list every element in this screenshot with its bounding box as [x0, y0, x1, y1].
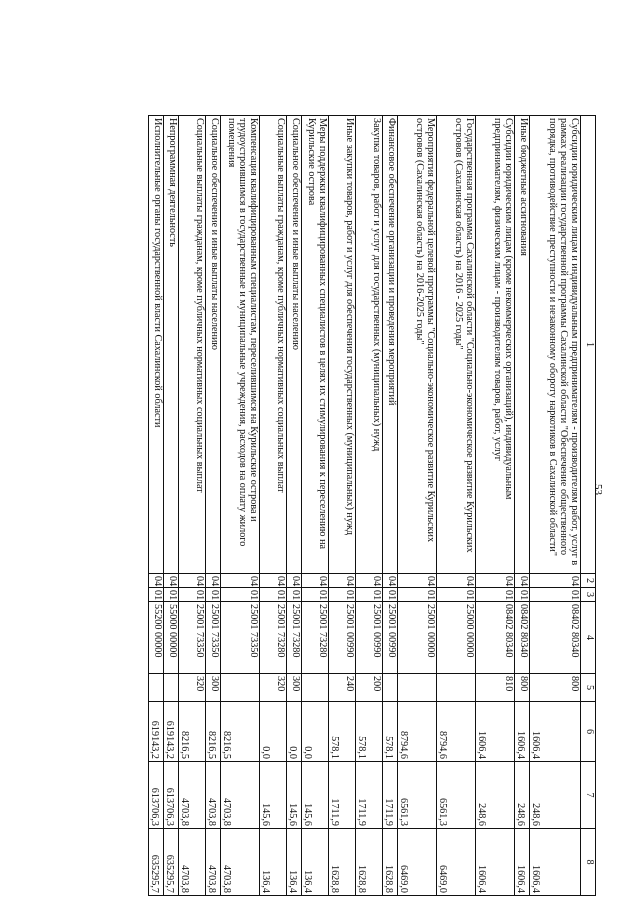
row-name: Меры поддержки квалифицированных специалистов в целях их стимулирования к переселению на Курильские острова	[302, 116, 329, 574]
row-name: Непрограммная деятельность	[164, 116, 179, 574]
row-expense-type: 300	[206, 674, 221, 702]
header-cell: 7	[581, 762, 596, 829]
row-section: 04	[356, 574, 383, 588]
row-subsection: 01	[164, 588, 179, 602]
row-expense-type	[302, 674, 329, 702]
row-expense-type	[221, 674, 260, 702]
table-row	[164, 116, 179, 896]
row-value-7: 4703,8	[206, 762, 221, 829]
row-value-8: 6469,0	[437, 829, 476, 896]
row-expense-type: 320	[179, 674, 206, 702]
row-value-8: 136,4	[287, 829, 302, 896]
row-name: Компенсация квалифицированным специалистам, переселившимся на Курильские острова и трудоустроившимся в государственные и муниципальные учреждения, расходов на оплату жилого помещения	[221, 116, 260, 574]
table-row	[329, 116, 356, 896]
row-subsection: 01	[260, 588, 287, 602]
row-subsection: 01	[329, 588, 356, 602]
row-name: Закупка товаров, работ и услуг для государственных (муниципальных) нужд	[356, 116, 383, 574]
row-target-code: 25000 00000	[437, 602, 476, 674]
row-section: 04	[287, 574, 302, 588]
table-row	[398, 116, 437, 896]
row-value-8: 1606,4	[515, 829, 530, 896]
row-expense-type: 240	[329, 674, 356, 702]
row-section: 04	[149, 574, 164, 588]
row-name: Социальные выплаты гражданам, кроме публичных нормативных социальных выплат	[260, 116, 287, 574]
budget-table	[148, 115, 596, 896]
row-target-code: 25001 00990	[383, 602, 398, 674]
row-value-8: 136,4	[302, 829, 329, 896]
row-name: Государственная программа Сахалинской области "Социально-экономическое развитие Курильских островов (Сахалинская область) на 2016 - 2025 годы"	[437, 116, 476, 574]
row-value-8: 1606,4	[530, 829, 581, 896]
row-name: Субсидии юридическим лицам (кроме некоммерческих организаций), индивидуальным предпринимателям, физическим лицам - производителям товаров, работ, услуг	[476, 116, 515, 574]
row-subsection: 01	[515, 588, 530, 602]
row-expense-type: 320	[260, 674, 287, 702]
row-value-7: 248,6	[530, 762, 581, 829]
row-value-8: 4703,8	[206, 829, 221, 896]
row-section: 04	[179, 574, 206, 588]
header-cell: 5	[581, 674, 596, 702]
row-value-7: 1711,9	[329, 762, 356, 829]
row-value-7: 145,6	[302, 762, 329, 829]
row-target-code: 25001 73350	[221, 602, 260, 674]
row-expense-type	[437, 674, 476, 702]
row-expense-type	[149, 674, 164, 702]
row-section: 04	[530, 574, 581, 588]
row-value-6: 578,1	[356, 702, 383, 762]
row-value-7: 145,6	[287, 762, 302, 829]
row-target-code: 08402 80340	[515, 602, 530, 674]
row-name: Иные закупки товаров, работ и услуг для обеспечения государственных (муниципальных) нужд	[329, 116, 356, 574]
table-row	[260, 116, 287, 896]
table-row	[476, 116, 515, 896]
row-section: 04	[164, 574, 179, 588]
row-value-6: 8216,5	[206, 702, 221, 762]
row-value-6: 619143,2	[149, 702, 164, 762]
row-value-7: 613706,3	[149, 762, 164, 829]
table-row	[515, 116, 530, 896]
row-section: 04	[398, 574, 437, 588]
row-name: Социальное обеспечение и иные выплаты населению	[287, 116, 302, 574]
row-value-7: 6561,3	[437, 762, 476, 829]
row-target-code: 25001 73280	[302, 602, 329, 674]
table-row	[179, 116, 206, 896]
row-target-code: 25001 73280	[260, 602, 287, 674]
rotated-table-container	[58, 115, 596, 895]
row-value-8: 136,4	[260, 829, 287, 896]
table-row	[149, 116, 164, 896]
row-name: Социальные выплаты гражданам, кроме публичных нормативных социальных выплат	[179, 116, 206, 574]
table-row	[287, 116, 302, 896]
table-row	[206, 116, 221, 896]
row-target-code: 25001 73350	[206, 602, 221, 674]
row-name: Финансовое обеспечение организации и проведения мероприятий	[383, 116, 398, 574]
row-target-code: 25001 73350	[179, 602, 206, 674]
header-cell: 4	[581, 602, 596, 674]
table-row	[221, 116, 260, 896]
row-value-6: 8216,5	[221, 702, 260, 762]
row-value-6: 1606,4	[515, 702, 530, 762]
row-subsection: 01	[287, 588, 302, 602]
row-name: Мероприятия федеральной целевой программы "Социально-экономическое развитие Курильских островов (Сахалинская область) на 2016-2025 годы"	[398, 116, 437, 574]
header-cell: 2	[581, 574, 596, 588]
header-row	[581, 116, 596, 896]
row-value-8: 635295,7	[149, 829, 164, 896]
row-value-6: 1606,4	[476, 702, 515, 762]
page-number: 53	[592, 484, 604, 495]
row-value-7: 1711,9	[383, 762, 398, 829]
table-row	[437, 116, 476, 896]
row-value-7: 248,6	[476, 762, 515, 829]
row-section: 04	[221, 574, 260, 588]
row-value-8: 4703,8	[179, 829, 206, 896]
row-value-8: 1628,8	[329, 829, 356, 896]
row-value-6: 8794,6	[398, 702, 437, 762]
row-subsection: 01	[530, 588, 581, 602]
row-section: 04	[515, 574, 530, 588]
row-section: 04	[476, 574, 515, 588]
row-section: 04	[329, 574, 356, 588]
row-expense-type: 800	[530, 674, 581, 702]
row-subsection: 01	[398, 588, 437, 602]
row-value-8: 6469,0	[398, 829, 437, 896]
row-expense-type: 200	[356, 674, 383, 702]
row-section: 04	[260, 574, 287, 588]
row-expense-type	[383, 674, 398, 702]
row-value-6: 8216,5	[179, 702, 206, 762]
row-value-6: 0,0	[287, 702, 302, 762]
row-value-6: 619143,2	[164, 702, 179, 762]
header-cell: 8	[581, 829, 596, 896]
row-value-8: 635295,7	[164, 829, 179, 896]
row-subsection: 01	[437, 588, 476, 602]
row-value-6: 0,0	[260, 702, 287, 762]
row-name: Исполнительные органы государственной власти Сахалинской области	[149, 116, 164, 574]
row-subsection: 01	[179, 588, 206, 602]
table-row	[356, 116, 383, 896]
row-value-7: 145,6	[260, 762, 287, 829]
row-value-7: 6561,3	[398, 762, 437, 829]
row-value-7: 1711,9	[356, 762, 383, 829]
row-value-6: 0,0	[302, 702, 329, 762]
row-value-6: 578,1	[383, 702, 398, 762]
row-name: Субсидии юридическим лицам и индивидуальным предпринимателям - производителям работ, услуг в рамках реализации государственной программы Сахалинской области "Обеспечение общественного порядка, противодействие преступности и незаконному обороту наркотиков в Сахалинской области"	[530, 116, 581, 574]
table-row	[302, 116, 329, 896]
row-subsection: 01	[356, 588, 383, 602]
row-target-code: 08402 80340	[530, 602, 581, 674]
row-subsection: 01	[302, 588, 329, 602]
row-target-code: 25001 00000	[398, 602, 437, 674]
row-expense-type	[398, 674, 437, 702]
row-value-7: 248,6	[515, 762, 530, 829]
row-expense-type: 800	[515, 674, 530, 702]
row-value-6: 578,1	[329, 702, 356, 762]
row-target-code: 55000 00000	[164, 602, 179, 674]
table-row	[530, 116, 581, 896]
row-target-code: 55200 00000	[149, 602, 164, 674]
row-section: 04	[383, 574, 398, 588]
row-subsection: 01	[221, 588, 260, 602]
table-row	[383, 116, 398, 896]
row-target-code: 08402 80340	[476, 602, 515, 674]
row-subsection: 01	[149, 588, 164, 602]
row-expense-type: 300	[287, 674, 302, 702]
header-cell: 3	[581, 588, 596, 602]
row-value-7: 613706,3	[164, 762, 179, 829]
row-value-8: 1606,4	[476, 829, 515, 896]
row-value-8: 1628,8	[356, 829, 383, 896]
row-name: Иные бюджетные ассигнования	[515, 116, 530, 574]
row-expense-type: 810	[476, 674, 515, 702]
row-value-7: 4703,8	[221, 762, 260, 829]
row-target-code: 25001 00990	[356, 602, 383, 674]
header-cell: 6	[581, 702, 596, 762]
row-section: 04	[302, 574, 329, 588]
row-section: 04	[437, 574, 476, 588]
row-expense-type	[164, 674, 179, 702]
header-cell: 1	[581, 116, 596, 574]
row-value-6: 1606,4	[530, 702, 581, 762]
row-subsection: 01	[383, 588, 398, 602]
row-target-code: 25001 00990	[329, 602, 356, 674]
row-section: 04	[206, 574, 221, 588]
row-value-8: 1628,8	[383, 829, 398, 896]
row-value-6: 8794,6	[437, 702, 476, 762]
row-name: Социальное обеспечение и иные выплаты населению	[206, 116, 221, 574]
row-subsection: 01	[206, 588, 221, 602]
row-value-7: 4703,8	[179, 762, 206, 829]
row-value-8: 4703,8	[221, 829, 260, 896]
row-subsection: 01	[476, 588, 515, 602]
row-target-code: 25001 73280	[287, 602, 302, 674]
